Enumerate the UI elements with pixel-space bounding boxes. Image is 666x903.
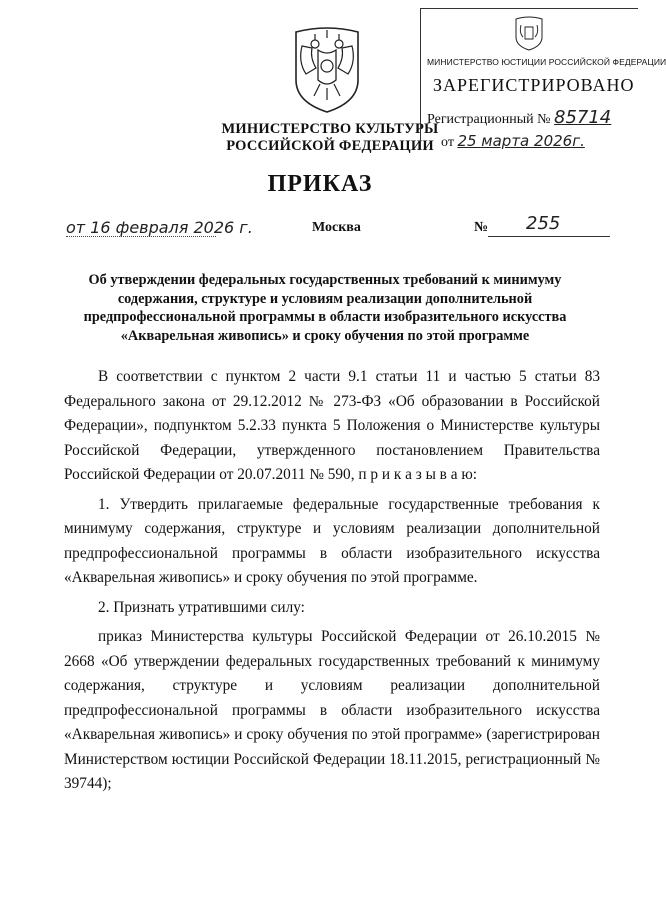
stamp-emblem-icon — [513, 15, 545, 51]
coat-of-arms-icon — [288, 22, 366, 114]
date-number-line — [66, 213, 626, 242]
paragraph-repealed-order: приказ Министерства культуры Российской Федерации от 26.10.2015 № 2668 «Об утверждении федеральных государственных требований к минимуму содержания, структуре и условиям реализации дополнительной предпрофессиональной программы в области изобразительного искусства «Акварельная живопись» и сроку обучения по этой программе» (зарегистрирован Министерством юстиции Российской Федерации 18.11.2015, регистрационный № 39744); — [64, 628, 600, 792]
document-title: ПРИКАЗ — [267, 171, 373, 197]
stamp-regno-value: 85714 — [554, 107, 612, 128]
ministry-line1: МИНИСТЕРСТВО КУЛЬТУРЫ — [221, 121, 439, 137]
registration-stamp — [420, 8, 666, 150]
stamp-registered: ЗАРЕГИСТРИРОВАНО — [433, 75, 635, 95]
stamp-regno-label: Регистрационный № — [427, 112, 551, 127]
ministry-line2: РОССИЙСКОЙ ФЕДЕРАЦИИ — [226, 138, 434, 154]
stamp-regno-row — [427, 107, 611, 128]
number-label: № — [474, 220, 489, 235]
paragraph-item-2: 2. Признать утратившими силу: — [98, 598, 305, 616]
stamp-date-value: 25 марта 2026г. — [457, 132, 585, 150]
paragraph-item-1: 1. Утвердить прилагаемые федеральные государственные требования к минимуму содержания, структуре и условиям реализации дополнительной предпрофессиональной программы в области изобразительного искусства «Акварельная живопись» и сроку обучения по этой программе. — [64, 495, 600, 586]
order-subject: Об утверждении федеральных государственных требований к минимуму содержания, структуре и условиям реализации дополнительной предпрофессиональной программы в области изобразительного искусства «Акварельная живопись» и сроку обучения по этой программе — [83, 272, 567, 344]
date-underline — [66, 236, 216, 237]
order-body — [64, 365, 600, 797]
ministry-header — [210, 121, 450, 155]
paragraph-preamble: В соответствии с пунктом 2 части 9.1 статьи 11 и частью 5 статьи 83 Федерального закона от 29.12.2012 № 273-ФЗ «Об образовании в Российской Федерации», подпунктом 5.2.33 пункта 5 Положения о Министерстве культуры Российской Федерации, утвержденного постановлением Правительства Российской Федерации от 20.07.2011 № 590, п р и к а з ы в а ю: — [64, 368, 600, 483]
stamp-ministry: МИНИСТЕРСТВО ЮСТИЦИИ РОССИЙСКОЙ ФЕДЕРАЦИИ — [427, 57, 666, 67]
city: Москва — [312, 220, 361, 235]
order-number: 255 — [526, 213, 561, 234]
order-date: от 16 февраля 2026 г. — [66, 218, 253, 237]
stamp-date-row — [441, 132, 585, 151]
number-underline — [488, 236, 610, 237]
stamp-from-label: от — [441, 135, 454, 150]
